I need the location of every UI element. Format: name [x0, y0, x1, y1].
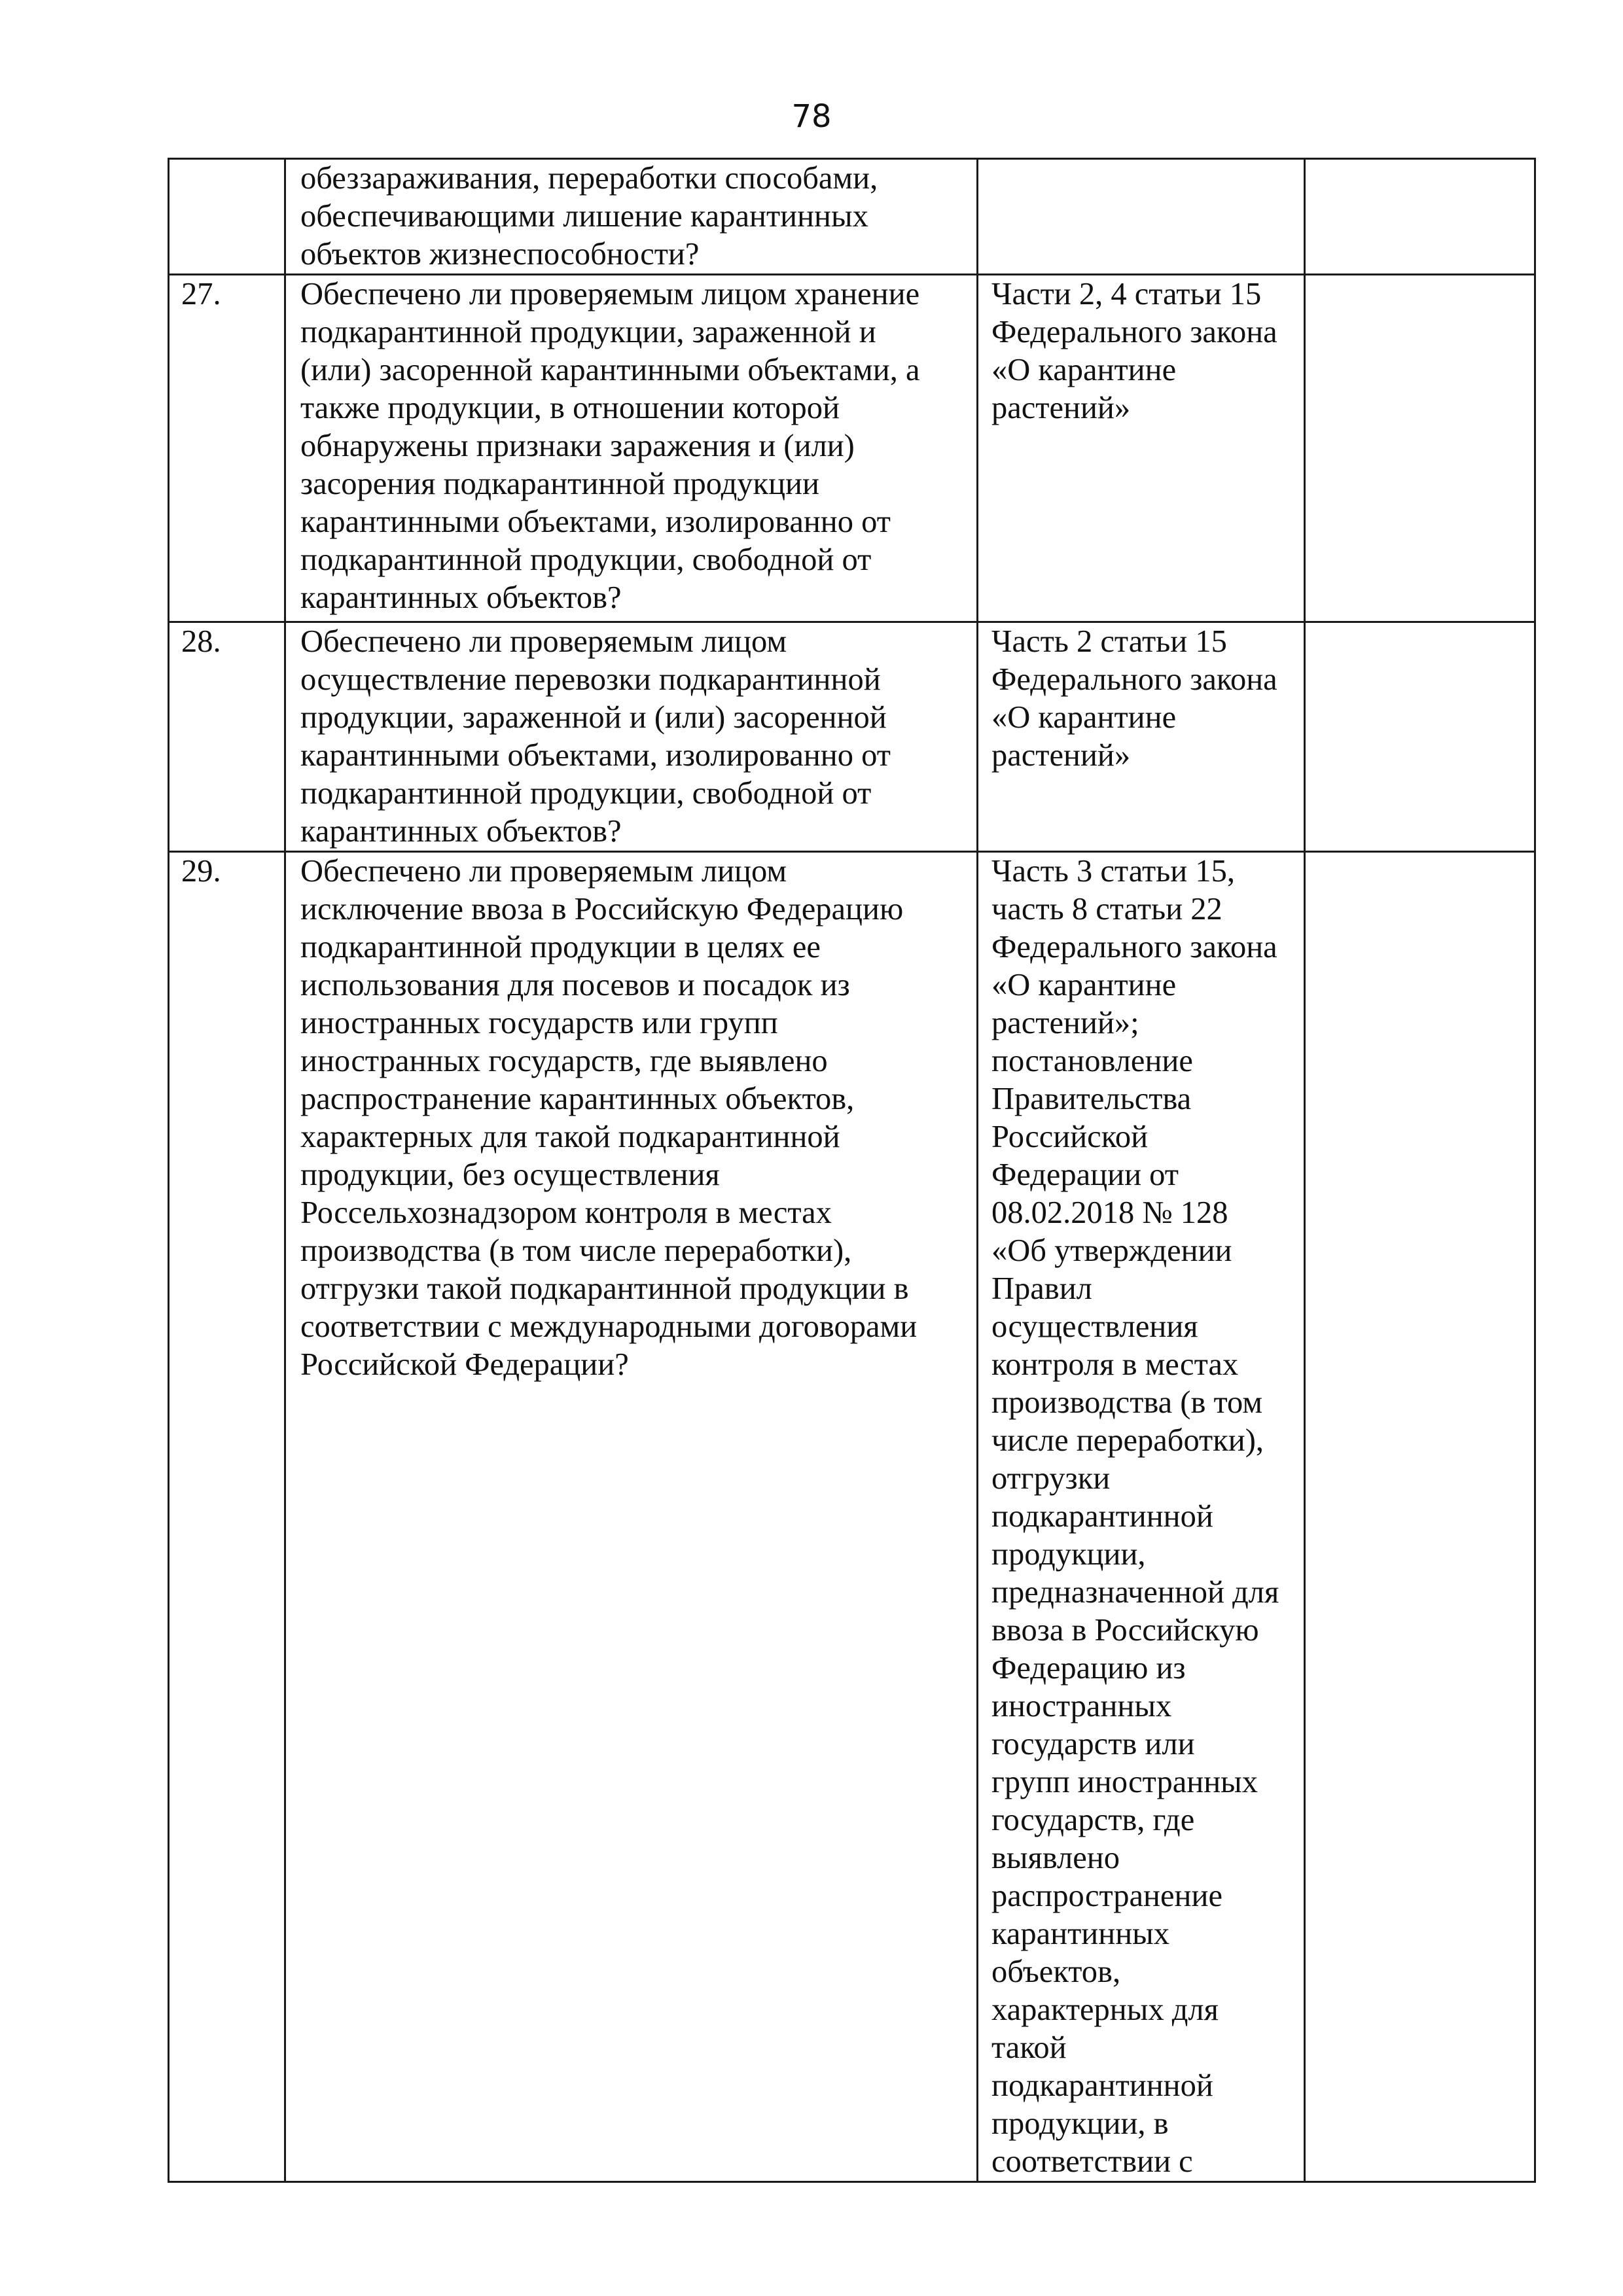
- reference-text-line: Федерацию из: [991, 1651, 1186, 1686]
- reference-text-line: государств или: [991, 1727, 1195, 1761]
- note-cell: [1305, 159, 1535, 275]
- row-number: 27.: [181, 277, 221, 311]
- question-text-line: также продукции, в отношении которой: [300, 391, 840, 425]
- reference-text-line: распространение: [991, 1879, 1222, 1913]
- question-text-line: обеспечивающими лишение карантинных: [300, 199, 868, 234]
- reference-text-line: часть 8 статьи 22: [991, 892, 1222, 927]
- question-text-line: подкарантинной продукции в целях ее: [300, 930, 821, 964]
- reference-text-line: Часть 2 статьи 15: [991, 624, 1227, 659]
- reference-text-line: карантинных: [991, 1916, 1169, 1951]
- question-text-line: продукции, зараженной и (или) засоренной: [300, 700, 887, 735]
- reference-text-line: соответствии с: [991, 2144, 1193, 2179]
- reference-text-line: Федерального закона: [991, 930, 1277, 964]
- question-text-line: обеззараживания, переработки способами,: [300, 161, 878, 196]
- question-text-line: Российской Федерации?: [300, 1347, 629, 1382]
- row-number: 29.: [181, 854, 221, 889]
- question-text-line: продукции, без осуществления: [300, 1157, 720, 1192]
- question-text-line: характерных для такой подкарантинной: [300, 1120, 840, 1154]
- question-cell: [285, 622, 978, 852]
- reference-text-line: «О карантине: [991, 968, 1177, 1002]
- reference-text-line: «Об утверждении: [991, 1233, 1232, 1268]
- reference-cell: [978, 275, 1305, 622]
- note-cell: [1305, 852, 1535, 2182]
- page-number: 78: [791, 98, 832, 135]
- reference-cell: [978, 622, 1305, 852]
- row-number-cell: [169, 852, 285, 2182]
- question-text-line: (или) засоренной карантинными объектами, а: [300, 353, 920, 387]
- question-text-line: Обеспечено ли проверяемым лицом: [300, 854, 787, 889]
- reference-text-line: постановление: [991, 1044, 1193, 1078]
- reference-text-line: Федерального закона: [991, 662, 1277, 697]
- reference-text-line: Федерального закона: [991, 315, 1277, 349]
- question-text-line: подкарантинной продукции, свободной от: [300, 542, 872, 577]
- question-text-line: иностранных государств или групп: [300, 1006, 778, 1040]
- question-text-line: засорения подкарантинной продукции: [300, 467, 819, 501]
- reference-text-line: растений»: [991, 738, 1131, 773]
- table-row: [169, 275, 1535, 622]
- question-text-line: отгрузки такой подкарантинной продукции в: [300, 1271, 909, 1306]
- reference-text-line: растений»;: [991, 1006, 1139, 1040]
- question-text-line: распространение карантинных объектов,: [300, 1082, 855, 1116]
- reference-text-line: осуществления: [991, 1309, 1198, 1344]
- question-text-line: Обеспечено ли проверяемым лицом: [300, 624, 787, 659]
- reference-text-line: ввоза в Российскую: [991, 1613, 1259, 1648]
- question-text-line: карантинными объектами, изолированно от: [300, 738, 891, 773]
- question-text-line: производства (в том числе переработки),: [300, 1233, 852, 1268]
- question-text-line: карантинных объектов?: [300, 580, 622, 615]
- reference-text-line: производства (в том: [991, 1385, 1263, 1420]
- reference-text-line: «О карантине: [991, 700, 1177, 735]
- question-text-line: Обеспечено ли проверяемым лицом хранение: [300, 277, 920, 311]
- reference-text-line: Федерации от: [991, 1157, 1179, 1192]
- reference-text-line: растений»: [991, 391, 1131, 425]
- question-text-line: объектов жизнеспособности?: [300, 237, 700, 272]
- reference-text-line: числе переработки),: [991, 1423, 1264, 1458]
- reference-text-line: такой: [991, 2030, 1067, 2065]
- question-cell: [285, 159, 978, 275]
- question-text-line: подкарантинной продукции, зараженной и: [300, 315, 876, 349]
- row-number-cell: [169, 275, 285, 622]
- row-number: 28.: [181, 624, 221, 659]
- reference-text-line: выявлено: [991, 1841, 1120, 1875]
- reference-text-line: подкарантинной: [991, 1499, 1213, 1534]
- reference-text-line: Части 2, 4 статьи 15: [991, 277, 1262, 311]
- question-text-line: иностранных государств, где выявлено: [300, 1044, 828, 1078]
- reference-text-line: предназначенной для: [991, 1575, 1279, 1610]
- reference-text-line: Часть 3 статьи 15,: [991, 854, 1235, 889]
- reference-text-line: продукции, в: [991, 2106, 1169, 2141]
- reference-text-line: контроля в местах: [991, 1347, 1239, 1382]
- reference-text-line: подкарантинной: [991, 2068, 1213, 2103]
- reference-text-line: объектов,: [991, 1954, 1121, 1989]
- row-number-cell: [169, 622, 285, 852]
- reference-cell: [978, 852, 1305, 2182]
- question-cell: [285, 852, 978, 2182]
- note-cell: [1305, 622, 1535, 852]
- question-text-line: подкарантинной продукции, свободной от: [300, 776, 872, 811]
- reference-cell: [978, 159, 1305, 275]
- reference-text-line: продукции,: [991, 1537, 1146, 1572]
- reference-text-line: «О карантине: [991, 353, 1177, 387]
- question-text-line: обнаружены признаки заражения и (или): [300, 429, 855, 463]
- reference-text-line: Правил: [991, 1271, 1092, 1306]
- question-text-line: соответствии с международными договорами: [300, 1309, 918, 1344]
- question-text-line: исключение ввоза в Российскую Федерацию: [300, 892, 904, 927]
- note-cell: [1305, 275, 1535, 622]
- reference-text-line: Российской: [991, 1120, 1149, 1154]
- table-row: [169, 852, 1535, 2182]
- question-text-line: осуществление перевозки подкарантинной: [300, 662, 881, 697]
- reference-text-line: Правительства: [991, 1082, 1192, 1116]
- reference-text-line: государств, где: [991, 1803, 1195, 1837]
- checklist-table: [168, 158, 1536, 2183]
- question-text-line: Россельхознадзором контроля в местах: [300, 1195, 832, 1230]
- question-text-line: карантинными объектами, изолированно от: [300, 504, 891, 539]
- reference-text-line: иностранных: [991, 1689, 1172, 1723]
- reference-text-line: отгрузки: [991, 1461, 1111, 1496]
- table-row: [169, 622, 1535, 852]
- question-text-line: использования для посевов и посадок из: [300, 968, 850, 1002]
- checklist-table-body: [169, 159, 1535, 2182]
- reference-text-line: 08.02.2018 № 128: [991, 1195, 1228, 1230]
- reference-text-line: характерных для: [991, 1992, 1219, 2027]
- question-cell: [285, 275, 978, 622]
- table-row: [169, 159, 1535, 275]
- reference-text-line: групп иностранных: [991, 1765, 1258, 1799]
- row-number-cell: [169, 159, 285, 275]
- question-text-line: карантинных объектов?: [300, 814, 622, 849]
